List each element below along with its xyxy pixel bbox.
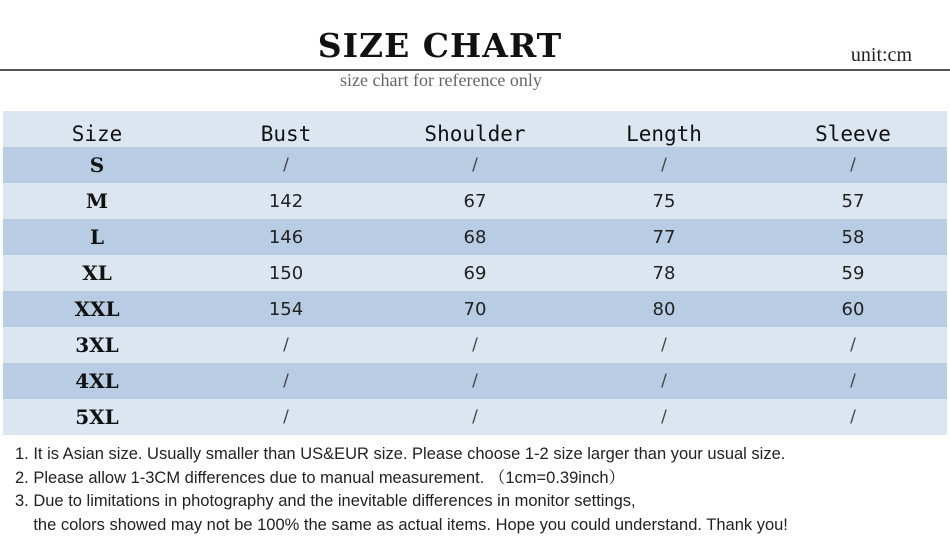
cell-sleeve: 59: [841, 262, 865, 284]
cell-sleeve: /: [850, 371, 856, 391]
cell-bust: /: [283, 155, 289, 175]
table-row: [3, 219, 947, 255]
cell-sleeve: 60: [841, 298, 865, 320]
cell-shoulder: 70: [463, 298, 487, 320]
column-header-bust: Bust: [260, 122, 312, 146]
table-row: [3, 327, 947, 363]
cell-length: /: [661, 335, 667, 355]
cell-sleeve: /: [850, 407, 856, 427]
cell-bust: /: [283, 371, 289, 391]
note-line: the colors showed may not be 100% the same as actual items. Hope you could understand. Thank you!: [15, 515, 788, 534]
cell-length: /: [661, 155, 667, 175]
cell-bust: 146: [268, 226, 304, 248]
table-header-row: [3, 111, 947, 147]
cell-shoulder: /: [472, 155, 478, 175]
cell-size: 5XL: [75, 405, 119, 429]
cell-length: 80: [652, 298, 676, 320]
cell-size: XXL: [74, 297, 120, 321]
note-line: 3. Due to limitations in photography and the inevitable differences in monitor settings,: [15, 492, 636, 510]
cell-length: 75: [652, 190, 676, 212]
unit-label: unit:cm: [850, 44, 912, 66]
cell-sleeve: /: [850, 335, 856, 355]
table-row: [3, 363, 947, 399]
cell-shoulder: /: [472, 371, 478, 391]
column-header-shoulder: Shoulder: [424, 122, 526, 146]
cell-shoulder: 69: [463, 262, 487, 284]
cell-size: S: [89, 153, 105, 177]
cell-length: /: [661, 407, 667, 427]
cell-shoulder: 68: [463, 226, 487, 248]
cell-length: 78: [652, 262, 676, 284]
cell-sleeve: /: [850, 155, 856, 175]
cell-shoulder: /: [472, 335, 478, 355]
cell-bust: /: [283, 335, 289, 355]
cell-sleeve: 57: [841, 190, 865, 212]
cell-shoulder: /: [472, 407, 478, 427]
table-row: [3, 147, 947, 183]
cell-size: 3XL: [75, 333, 119, 357]
cell-bust: 150: [268, 262, 304, 284]
cell-sleeve: 58: [841, 226, 865, 248]
column-header-length: Length: [626, 122, 702, 146]
cell-bust: /: [283, 407, 289, 427]
note-line: 1. It is Asian size. Usually smaller than US&EUR size. Please choose 1-2 size larger than your usual size.: [15, 445, 786, 463]
page-subtitle: size chart for reference only: [340, 70, 542, 90]
cell-bust: 142: [268, 190, 304, 212]
cell-bust: 154: [268, 298, 304, 320]
table-body: [3, 147, 947, 435]
cell-size: M: [85, 189, 109, 213]
table-row: [3, 255, 947, 291]
cell-size: 4XL: [75, 369, 119, 393]
notes-section: [15, 443, 935, 537]
table-row: [3, 291, 947, 327]
cell-length: /: [661, 371, 667, 391]
column-header-sleeve: Sleeve: [815, 122, 891, 146]
size-table: [3, 111, 947, 435]
table-row: [3, 399, 947, 435]
note-line: 2. Please allow 1-3CM differences due to manual measurement. （1cm=0.39inch）: [15, 468, 626, 487]
cell-size: L: [89, 225, 105, 249]
cell-size: XL: [82, 261, 112, 285]
cell-shoulder: 67: [463, 190, 487, 212]
column-header-size: Size: [71, 122, 123, 146]
cell-length: 77: [652, 226, 676, 248]
page-title: SIZE CHART: [317, 26, 563, 65]
table-row: [3, 183, 947, 219]
